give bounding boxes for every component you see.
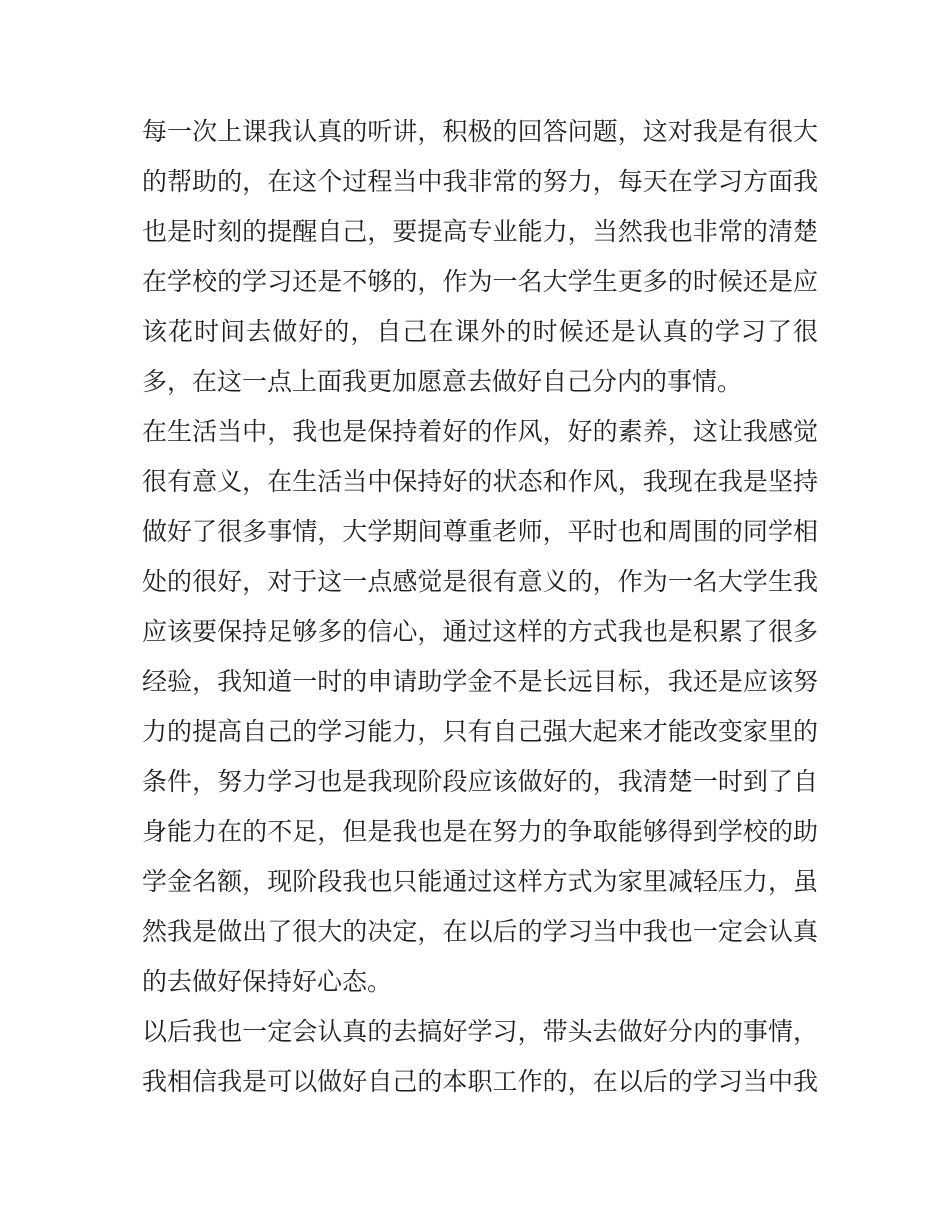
text-line: 也是时刻的提醒自己，要提高专业能力，当然我也非常的清楚 — [142, 217, 818, 246]
text-line: 多，在这一点上面我更加愿意去做好自己分内的事情。 — [142, 367, 743, 396]
text-line: 在生活当中，我也是保持着好的作风，好的素养，这让我感觉 — [142, 417, 818, 446]
text-line: 条件，努力学习也是我现阶段应该做好的，我清楚一时到了自 — [142, 767, 818, 796]
text-line: 以后我也一定会认真的去搞好学习，带头去做好分内的事情， — [142, 1017, 818, 1046]
text-line: 在学校的学习还是不够的，作为一名大学生更多的时候还是应 — [142, 267, 818, 296]
text-line: 很有意义，在生活当中保持好的状态和作风，我现在我是坚持 — [142, 467, 818, 496]
text-line: 处的很好，对于这一点感觉是很有意义的，作为一名大学生我 — [142, 567, 818, 596]
text-line: 学金名额，现阶段我也只能通过这样方式为家里减轻压力，虽 — [142, 867, 818, 896]
text-line: 经验，我知道一时的申请助学金不是长远目标，我还是应该努 — [142, 667, 818, 696]
text-line: 的帮助的，在这个过程当中我非常的努力，每天在学习方面我 — [142, 167, 818, 196]
text-line: 身能力在的不足，但是我也是在努力的争取能够得到学校的助 — [142, 817, 818, 846]
text-line: 然我是做出了很大的决定，在以后的学习当中我也一定会认真 — [142, 917, 818, 946]
document-text — [142, 107, 818, 1107]
text-line: 的去做好保持好心态。 — [142, 967, 393, 996]
text-line: 应该要保持足够多的信心，通过这样的方式我也是积累了很多 — [142, 617, 818, 646]
text-line: 每一次上课我认真的听讲，积极的回答问题，这对我是有很大 — [142, 117, 818, 146]
paragraph-2 — [142, 407, 818, 1007]
paragraph-3 — [142, 1007, 818, 1107]
text-line: 我相信我是可以做好自己的本职工作的，在以后的学习当中我 — [142, 1067, 818, 1096]
text-line: 该花时间去做好的，自己在课外的时候还是认真的学习了很 — [142, 317, 818, 346]
text-line: 力的提高自己的学习能力，只有自己强大起来才能改变家里的 — [142, 717, 818, 746]
text-line: 做好了很多事情，大学期间尊重老师，平时也和周围的同学相 — [142, 517, 818, 546]
paragraph-1 — [142, 107, 818, 407]
